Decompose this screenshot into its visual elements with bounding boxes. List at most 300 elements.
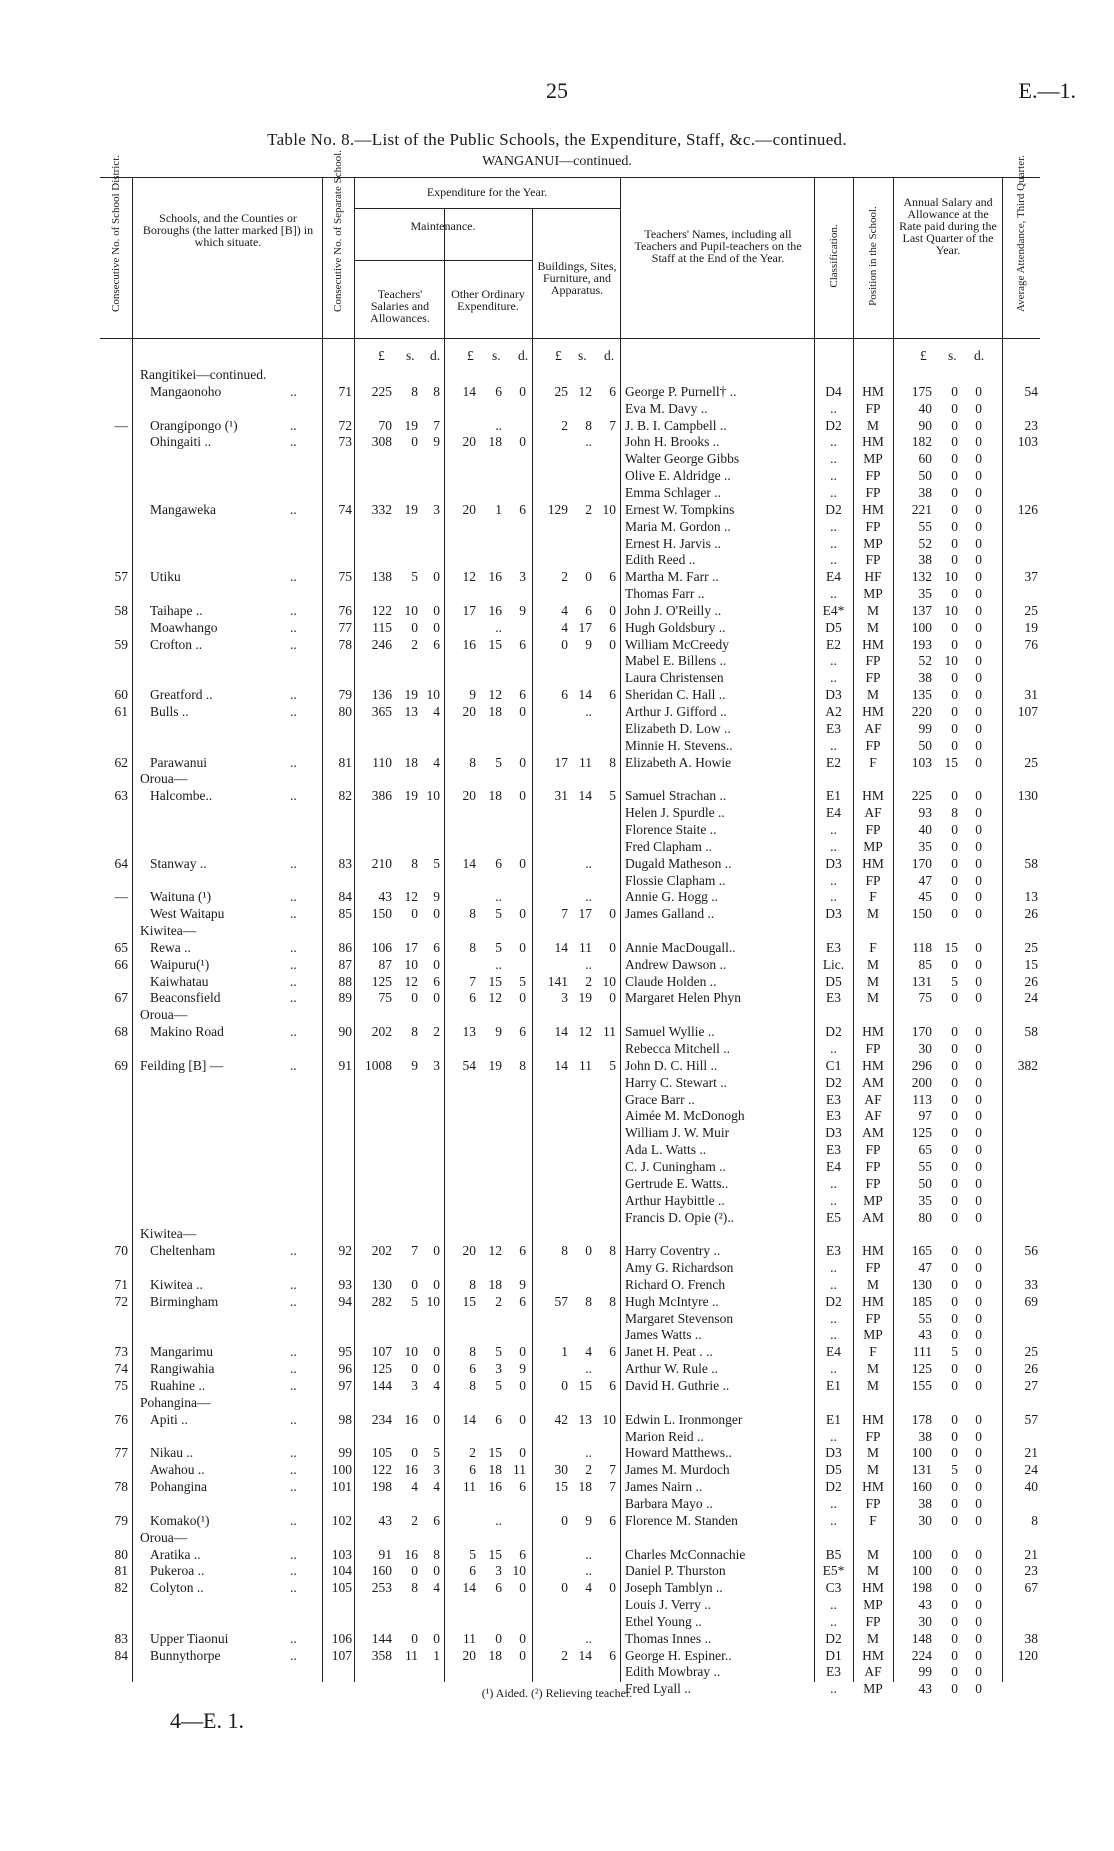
table-row <box>100 1377 1060 1394</box>
cell-sal-0: 40 <box>918 400 932 416</box>
cell-cls: .. <box>830 821 837 837</box>
cell-school: Makino Road <box>150 1024 224 1040</box>
table-subtitle: WANGANUI—continued. <box>482 154 632 169</box>
cell-teacher: John H. Brooks .. <box>625 434 720 450</box>
cell-oe-2: 3 <box>519 569 526 585</box>
cell-oe-0: 6 <box>469 1462 476 1478</box>
cell-sal-1: 0 <box>951 1495 958 1511</box>
cell-sal-2: 0 <box>975 1428 982 1444</box>
cell-bu-0: 15 <box>554 1479 568 1495</box>
cell-bu-1: .. <box>585 956 592 972</box>
cell-bu-2: 0 <box>609 990 616 1006</box>
cell-sal-1: 15 <box>944 939 958 955</box>
cell-sal-1: 0 <box>951 535 958 551</box>
cell-bu-1: 8 <box>585 1293 592 1309</box>
cell-bu-1: 0 <box>585 569 592 585</box>
cell-bu-1: 2 <box>585 501 592 517</box>
cell-bu-2: 6 <box>609 1378 616 1393</box>
cell-oe-0: 9 <box>469 687 476 703</box>
cell-dots: .. <box>290 1445 297 1461</box>
cell-bu-2: 0 <box>609 939 616 955</box>
cell-cls: .. <box>830 838 837 854</box>
cell-school: Rangitikei—continued. <box>140 367 267 382</box>
table-row <box>100 1006 1060 1023</box>
cell-school: Pohangina <box>150 1479 207 1495</box>
table-row <box>100 450 1060 467</box>
cell-teacher: Florence M. Standen <box>625 1512 738 1528</box>
cell-ts-2: 3 <box>433 1057 440 1073</box>
cell-pos: M <box>866 1630 879 1646</box>
cell-sep: 75 <box>338 569 352 585</box>
cell-sal-2: 0 <box>975 1580 982 1596</box>
cell-sal-2: 0 <box>975 535 982 551</box>
cell-d: 57 <box>114 569 128 585</box>
cell-bu-0: 4 <box>561 602 568 618</box>
cell-teacher: Janet H. Peat . .. <box>625 1344 713 1360</box>
table-row <box>100 1663 1060 1680</box>
cell-bu-1: .. <box>585 1361 592 1377</box>
cell-sal-1: 0 <box>951 468 958 484</box>
table-row <box>100 1360 1060 1377</box>
cell-pos: F <box>869 889 877 905</box>
table-row <box>100 518 1060 535</box>
cell-bu-1: 13 <box>578 1411 592 1427</box>
cell-bu-1: 8 <box>585 417 592 433</box>
cell-avg: 24 <box>1024 990 1038 1006</box>
cell-sal-2: 0 <box>975 1462 982 1478</box>
cell-sal-0: 221 <box>911 501 932 517</box>
cell-oe-2: 6 <box>519 636 526 652</box>
header-other-expenditure: Other Ordinary Expenditure. <box>451 287 525 313</box>
cell-school: Bunnythorpe <box>150 1647 221 1663</box>
cell-teacher: Emma Schlager .. <box>625 484 721 500</box>
cell-ts-0: 110 <box>372 754 392 770</box>
cell-cls: D2 <box>825 1024 842 1040</box>
cell-sal-1: 0 <box>951 1597 958 1613</box>
cell-pos: M <box>866 687 879 703</box>
cell-oe-2: 0 <box>519 855 526 871</box>
cell-sal-0: 35 <box>918 838 932 854</box>
cell-ts-2: 3 <box>433 1462 440 1478</box>
cell-oe-0: 2 <box>469 1445 476 1461</box>
cell-oe-1: 5 <box>495 1378 502 1393</box>
cell-teacher: Ernest H. Jarvis .. <box>625 535 721 551</box>
cell-sal-0: 52 <box>918 653 932 669</box>
cell-ts-1: 0 <box>411 906 418 922</box>
cell-sal-0: 155 <box>911 1378 932 1393</box>
cell-sep: 72 <box>338 417 352 433</box>
cell-oe-1: 2 <box>495 1293 502 1309</box>
cell-bu-1: .. <box>585 889 592 905</box>
cell-cls: .. <box>830 1681 837 1697</box>
unit-pence: d. <box>974 348 985 363</box>
cell-ts-2: 4 <box>433 1580 440 1596</box>
cell-sal-0: 225 <box>911 788 932 804</box>
cell-cls: D1 <box>825 1647 842 1663</box>
cell-bu-1: 4 <box>585 1580 592 1596</box>
cell-bu-2: 6 <box>609 1344 616 1360</box>
cell-pos: MP <box>863 1192 883 1208</box>
table-row <box>100 754 1060 771</box>
cell-d: 67 <box>114 990 128 1006</box>
cell-sal-1: 10 <box>944 602 958 618</box>
cell-pos: MP <box>863 1597 883 1613</box>
cell-pos: HM <box>862 1411 884 1427</box>
cell-bu-1: .. <box>585 1563 592 1579</box>
cell-sal-2: 0 <box>975 939 982 955</box>
cell-sal-2: 0 <box>975 788 982 804</box>
cell-ts-0: 136 <box>371 687 392 703</box>
cell-sep: 81 <box>338 754 352 770</box>
cell-bu-0: 0 <box>561 1580 568 1596</box>
table-row <box>100 1546 1060 1563</box>
cell-dots: .. <box>290 434 297 450</box>
cell-avg: 25 <box>1024 939 1038 955</box>
cell-sal-0: 47 <box>918 872 932 888</box>
cell-oe-0: 5 <box>469 1546 476 1562</box>
table-row <box>100 1562 1060 1579</box>
cell-teacher: Florence Staite .. <box>625 821 717 837</box>
cell-sal-0: 97 <box>918 1108 932 1124</box>
cell-pos: HM <box>862 1479 884 1495</box>
cell-cls: .. <box>830 670 837 686</box>
cell-sal-1: 0 <box>951 1479 958 1495</box>
cell-school: Taihape .. <box>150 602 203 618</box>
cell-oe-0: 7 <box>469 973 476 989</box>
cell-oe-2: 0 <box>519 1445 526 1461</box>
cell-d: — <box>114 417 128 433</box>
unit-shilling: s. <box>492 348 501 363</box>
cell-teacher: Ernest W. Tompkins <box>625 501 735 517</box>
cell-ts-1: 2 <box>411 636 418 652</box>
cell-sep: 105 <box>331 1580 352 1596</box>
cell-d: 69 <box>114 1057 128 1073</box>
cell-teacher: Arthur Haybittle .. <box>625 1192 725 1208</box>
cell-sal-0: 55 <box>918 518 932 534</box>
cell-teacher: Thomas Farr .. <box>625 586 705 602</box>
cell-d: 62 <box>114 754 128 770</box>
cell-ts-1: 19 <box>404 687 418 703</box>
cell-sal-1: 0 <box>951 1681 958 1697</box>
cell-school: Kiwitea— <box>140 1226 197 1242</box>
cell-oe-1: 6 <box>495 855 502 871</box>
cell-oe-2: 0 <box>519 939 526 955</box>
cell-teacher: Charles McConnachie <box>625 1546 746 1562</box>
cell-bu-1: .. <box>585 855 592 871</box>
cell-sal-0: 60 <box>918 451 932 467</box>
cell-pos: F <box>869 1512 877 1528</box>
cell-d: 81 <box>114 1563 128 1579</box>
cell-sal-0: 50 <box>918 468 932 484</box>
page-number: 25 <box>546 78 568 103</box>
cell-bu-0: 57 <box>554 1293 568 1309</box>
cell-school: Bulls .. <box>150 704 189 719</box>
cell-school: Feilding [B] — <box>140 1057 224 1073</box>
table-row <box>100 1242 1060 1259</box>
cell-oe-2: 5 <box>519 973 526 989</box>
cell-teacher: Olive E. Aldridge .. <box>625 468 731 484</box>
cell-dots: .. <box>290 1344 297 1360</box>
cell-avg: 33 <box>1024 1276 1038 1292</box>
cell-cls: E4 <box>826 569 841 585</box>
cell-oe-0: 8 <box>469 1378 476 1393</box>
cell-ts-1: 13 <box>404 704 418 719</box>
cell-sal-1: 0 <box>951 434 958 450</box>
cell-school: Nikau .. <box>150 1445 194 1461</box>
cell-sal-2: 0 <box>975 990 982 1006</box>
cell-cls: .. <box>830 400 837 416</box>
cell-cls: .. <box>830 468 837 484</box>
cell-sal-2: 0 <box>975 889 982 905</box>
unit-shilling: s. <box>406 348 415 363</box>
cell-sal-2: 0 <box>975 1310 982 1326</box>
cell-pos: HM <box>862 383 884 399</box>
cell-cls: C1 <box>825 1057 842 1073</box>
cell-sal-0: 55 <box>918 1158 932 1174</box>
cell-sal-0: 111 <box>912 1344 932 1360</box>
cell-cls: D2 <box>825 1074 842 1090</box>
cell-sal-0: 296 <box>911 1057 932 1073</box>
cell-oe-0: 6 <box>469 1361 476 1377</box>
cell-ts-1: 19 <box>404 501 418 517</box>
table-row <box>100 551 1060 568</box>
cell-teacher: John D. C. Hill .. <box>625 1057 718 1073</box>
cell-teacher: Rebecca Mitchell .. <box>625 1041 730 1056</box>
cell-sep: 74 <box>338 501 352 517</box>
cell-oe-1: 6 <box>495 383 502 399</box>
cell-ts-1: 2 <box>411 1512 418 1528</box>
table-row <box>100 737 1060 754</box>
cell-sal-1: 0 <box>951 1260 958 1276</box>
cell-teacher: Marion Reid .. <box>625 1428 704 1444</box>
cell-sal-0: 150 <box>911 906 932 922</box>
cell-oe-2: 6 <box>519 1243 526 1259</box>
cell-bu-0: 0 <box>561 1512 568 1528</box>
cell-dots: .. <box>290 939 297 955</box>
cell-ts-2: 6 <box>433 636 440 652</box>
cell-ts-0: 122 <box>371 602 392 618</box>
cell-bu-1: .. <box>585 1445 592 1461</box>
cell-teacher: Ethel Young .. <box>625 1613 702 1629</box>
cell-ts-2: 10 <box>426 687 440 703</box>
cell-ts-0: 91 <box>378 1546 392 1562</box>
cell-sal-0: 43 <box>918 1681 932 1697</box>
cell-pos: FP <box>865 1428 881 1444</box>
cell-oe-2: 0 <box>519 1344 526 1360</box>
cell-cls: D3 <box>825 687 842 703</box>
cell-cls: E3 <box>826 720 841 736</box>
cell-oe-1: 15 <box>488 636 502 652</box>
cell-sal-2: 0 <box>975 687 982 703</box>
cell-dots: .. <box>290 1546 297 1562</box>
cell-sal-1: 0 <box>951 838 958 854</box>
cell-oe-0: 6 <box>469 1563 476 1579</box>
cell-sal-2: 0 <box>975 855 982 871</box>
cell-oe-2: 0 <box>519 788 526 804</box>
cell-teacher: Margaret Stevenson <box>625 1310 734 1326</box>
cell-sal-1: 0 <box>951 1613 958 1629</box>
cell-teacher: Gertrude E. Watts.. <box>625 1175 729 1191</box>
cell-oe-2: 0 <box>519 1580 526 1596</box>
cell-sal-1: 0 <box>951 687 958 703</box>
table-row <box>100 1040 1060 1057</box>
cell-sal-2: 0 <box>975 1546 982 1562</box>
table-row <box>100 821 1060 838</box>
cell-sal-2: 0 <box>975 586 982 602</box>
cell-sal-1: 0 <box>951 872 958 888</box>
cell-oe-0: 11 <box>463 1479 476 1495</box>
table-row <box>100 1091 1060 1108</box>
cell-bu-2: 11 <box>603 1024 616 1040</box>
cell-cls: D2 <box>825 1293 842 1309</box>
cell-sal-1: 0 <box>951 1310 958 1326</box>
cell-sep: 92 <box>338 1243 352 1259</box>
cell-sal-1: 0 <box>951 417 958 433</box>
cell-school: Halcombe.. <box>150 788 213 804</box>
cell-sep: 93 <box>338 1276 352 1292</box>
cell-school: Oroua— <box>140 1529 188 1545</box>
cell-oe-2: 0 <box>519 1647 526 1663</box>
cell-bu-1: .. <box>585 1546 592 1562</box>
unit-pence: d. <box>430 348 441 363</box>
table-row <box>100 787 1060 804</box>
table-row <box>100 989 1060 1006</box>
cell-cls: D3 <box>825 1125 842 1141</box>
cell-sal-1: 0 <box>951 1445 958 1461</box>
table-row <box>100 872 1060 889</box>
cell-school: Pohangina— <box>140 1394 211 1410</box>
cell-bu-2: 10 <box>602 501 616 517</box>
cell-school: Apiti .. <box>150 1411 188 1427</box>
table-row <box>100 1444 1060 1461</box>
cell-bu-0: 2 <box>561 569 568 585</box>
cell-sal-1: 0 <box>951 501 958 517</box>
cell-bu-0: 31 <box>554 788 568 804</box>
cell-bu-1: 11 <box>579 939 592 955</box>
cell-sal-1: 0 <box>951 1125 958 1141</box>
table-row <box>100 804 1060 821</box>
cell-cls: E1 <box>826 788 841 804</box>
cell-oe-0: 8 <box>469 939 476 955</box>
cell-teacher: David H. Guthrie .. <box>625 1378 730 1393</box>
cell-sal-2: 0 <box>975 1175 982 1191</box>
cell-dots: .. <box>290 1243 297 1259</box>
cell-cls: E5* <box>822 1563 845 1579</box>
cell-sal-1: 0 <box>951 737 958 753</box>
table-row <box>100 417 1060 434</box>
cell-oe-1: .. <box>495 1512 502 1528</box>
cell-ts-0: 358 <box>371 1647 392 1663</box>
cell-d: 65 <box>114 939 128 955</box>
table-row <box>100 652 1060 669</box>
cell-sal-1: 0 <box>951 1142 958 1158</box>
cell-sal-2: 0 <box>975 720 982 736</box>
cell-dots: .. <box>290 602 297 618</box>
table-row <box>100 1259 1060 1276</box>
cell-sal-2: 0 <box>975 737 982 753</box>
cell-dots: .. <box>290 1057 297 1073</box>
table-row <box>100 973 1060 990</box>
cell-school: Oroua— <box>140 771 188 787</box>
header-consec-separate: Consecutive No. of Separate School. <box>332 150 344 312</box>
table-row <box>100 1276 1060 1293</box>
cell-sal-0: 55 <box>918 1310 932 1326</box>
cell-school: Birmingham <box>150 1293 219 1309</box>
cell-sal-0: 170 <box>911 855 932 871</box>
cell-teacher: Andrew Dawson .. <box>625 956 727 972</box>
cell-d: 75 <box>114 1378 128 1393</box>
cell-bu-2: 6 <box>609 619 616 635</box>
cell-avg: 120 <box>1017 1647 1038 1663</box>
cell-bu-1: 14 <box>578 788 592 804</box>
cell-oe-1: 18 <box>488 704 502 719</box>
cell-bu-0: 6 <box>561 687 568 703</box>
cell-sal-2: 0 <box>975 805 982 821</box>
cell-cls: .. <box>830 451 837 467</box>
cell-sal-2: 0 <box>975 1630 982 1646</box>
cell-ts-2: 0 <box>433 1243 440 1259</box>
table-row <box>100 1512 1060 1529</box>
table-row <box>100 585 1060 602</box>
cell-cls: .. <box>830 1260 837 1276</box>
cell-cls: E1 <box>826 1411 841 1427</box>
cell-oe-2: 10 <box>512 1563 526 1579</box>
cell-d: 60 <box>114 687 128 703</box>
cell-ts-1: 3 <box>411 1378 418 1393</box>
header-consec-district: Consecutive No. of School District. <box>110 154 122 312</box>
cell-dots: .. <box>290 1462 297 1478</box>
cell-sep: 83 <box>338 855 352 871</box>
cell-dots: .. <box>290 383 297 399</box>
cell-sal-0: 220 <box>911 704 932 719</box>
cell-sal-1: 5 <box>951 973 958 989</box>
cell-bu-2: 10 <box>602 1411 616 1427</box>
cell-sal-0: 103 <box>911 754 932 770</box>
cell-sal-1: 0 <box>951 990 958 1006</box>
cell-oe-1: 9 <box>495 1024 502 1040</box>
cell-oe-0: 17 <box>462 602 476 618</box>
cell-pos: FP <box>865 821 881 837</box>
unit-pound: £ <box>555 348 562 363</box>
cell-cls: D5 <box>825 973 842 989</box>
cell-sal-2: 0 <box>975 1664 982 1680</box>
cell-pos: AF <box>864 1108 882 1124</box>
cell-sep: 104 <box>331 1563 352 1579</box>
cell-dots: .. <box>290 417 297 433</box>
cell-dots: .. <box>290 906 297 922</box>
cell-teacher: Hugh McIntyre .. <box>625 1293 719 1309</box>
cell-ts-2: 0 <box>433 1563 440 1579</box>
table-row <box>100 1411 1060 1428</box>
cell-oe-0: 20 <box>462 501 476 517</box>
cell-bu-1: 6 <box>585 602 592 618</box>
cell-ts-0: 246 <box>371 636 392 652</box>
cell-pos: MP <box>863 838 883 854</box>
cell-teacher: Aimée M. McDonogh <box>625 1108 745 1124</box>
cell-oe-2: 0 <box>519 383 526 399</box>
cell-cls: E1 <box>826 1378 841 1393</box>
cell-teacher: Arthur W. Rule .. <box>625 1361 718 1377</box>
unit-shilling: s. <box>948 348 957 363</box>
cell-school: Awahou .. <box>150 1462 205 1478</box>
cell-sep: 80 <box>338 704 352 719</box>
cell-sep: 107 <box>331 1647 352 1663</box>
cell-sal-0: 38 <box>918 670 932 686</box>
cell-cls: D5 <box>825 1462 842 1478</box>
cell-sal-1: 0 <box>951 1175 958 1191</box>
cell-pos: HM <box>862 501 884 517</box>
cell-bu-0: 1 <box>561 1344 568 1360</box>
